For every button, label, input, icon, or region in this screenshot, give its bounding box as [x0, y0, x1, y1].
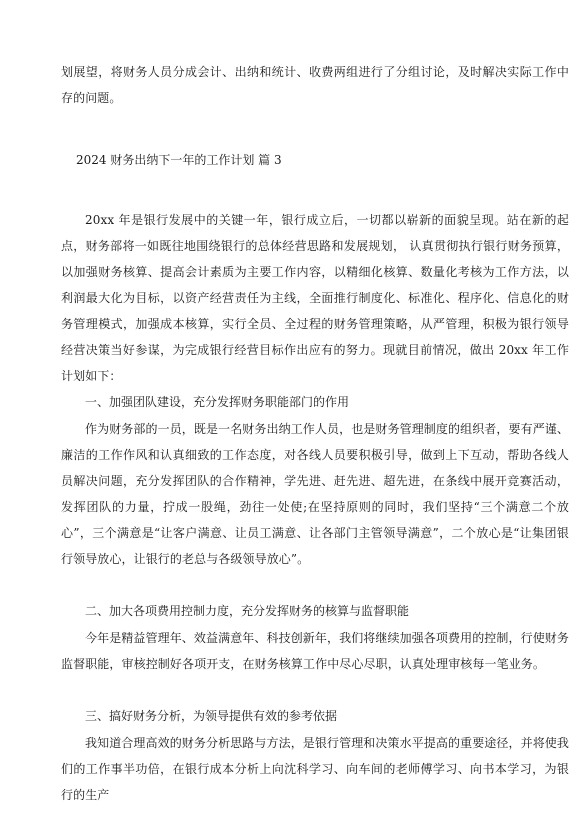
section-title: 2024 财务出纳下一年的工作计划 篇 3	[76, 153, 282, 167]
paragraph-2: 今年是精益管理年、效益满意年、科技创新年，我们将继续加强各项费用的控制，行使财务监督职能，审核控制好各项开支，在财务核算工作中尽心尽职，认真处理审核每一笔业务。	[61, 631, 570, 671]
paragraph-1: 作为财务部的一员，既是一名财务出纳工作人员，也是财务管理制度的组织者，要有严谨、廉洁的工作作风和认真细致的工作态度，对各线人员要积极引导，做到上下互动，帮助各线人员解决问题，充分发挥团队的合作精神，学先进、赶先进、超先进，在条线中展开竞赛活动，发挥团队的力量，拧成一股绳，劲往一处使;在坚持原则的同时，我们坚持“三个满意二个放心”，三个满意是“让客户满意、让员工满意、让各部门主管领导满意”，二个放心是“让集团银行领导放心，让银行的老总与各级领导放心”。	[61, 422, 570, 566]
paragraph-3: 我知道合理高效的财务分析思路与方法，是银行管理和决策水平提高的重要途径，并将使我们的工作事半功倍，在银行成本分析上向沈科学习、向车间的老师傅学习、向书本学习，为银行的生产	[61, 736, 570, 802]
heading-2: 二、加大各项费用控制力度，充分发挥财务的核算与监督职能	[85, 604, 410, 618]
opening-paragraph: 20xx 年是银行发展中的关键一年，银行成立后，一切都以崭新的面貌呈现。站在新的起点，财务部将一如既往地围绕银行的总体经营思路和发展规划， 认真贯彻执行银行财务预算，以加强财务核算、提高会计素质为主要工作内容，以精细化核算、数量化考核为工作方法，以利润最大化为目标，以资产经营责任为主线，全面推行制度化、标准化、程序化、信息化的财务管理模式，加强成本核算，实行全员、全过程的财务管理策略，从严管理，积极为银行领导经营决策当好参谋，为完成银行经营目标作出应有的努力。现就目前情况，做出 20xx 年工作计划如下：	[61, 213, 569, 383]
heading-1: 一、加强团队建设，充分发挥财务职能部门的作用	[85, 395, 350, 409]
intro-paragraph: 划展望，将财务人员分成会计、出纳和统计、收费两组进行了分组讨论，及时解决实际工作中存的问题。	[61, 65, 569, 105]
heading-3: 三、搞好财务分析，为领导提供有效的参考依据	[85, 709, 338, 723]
